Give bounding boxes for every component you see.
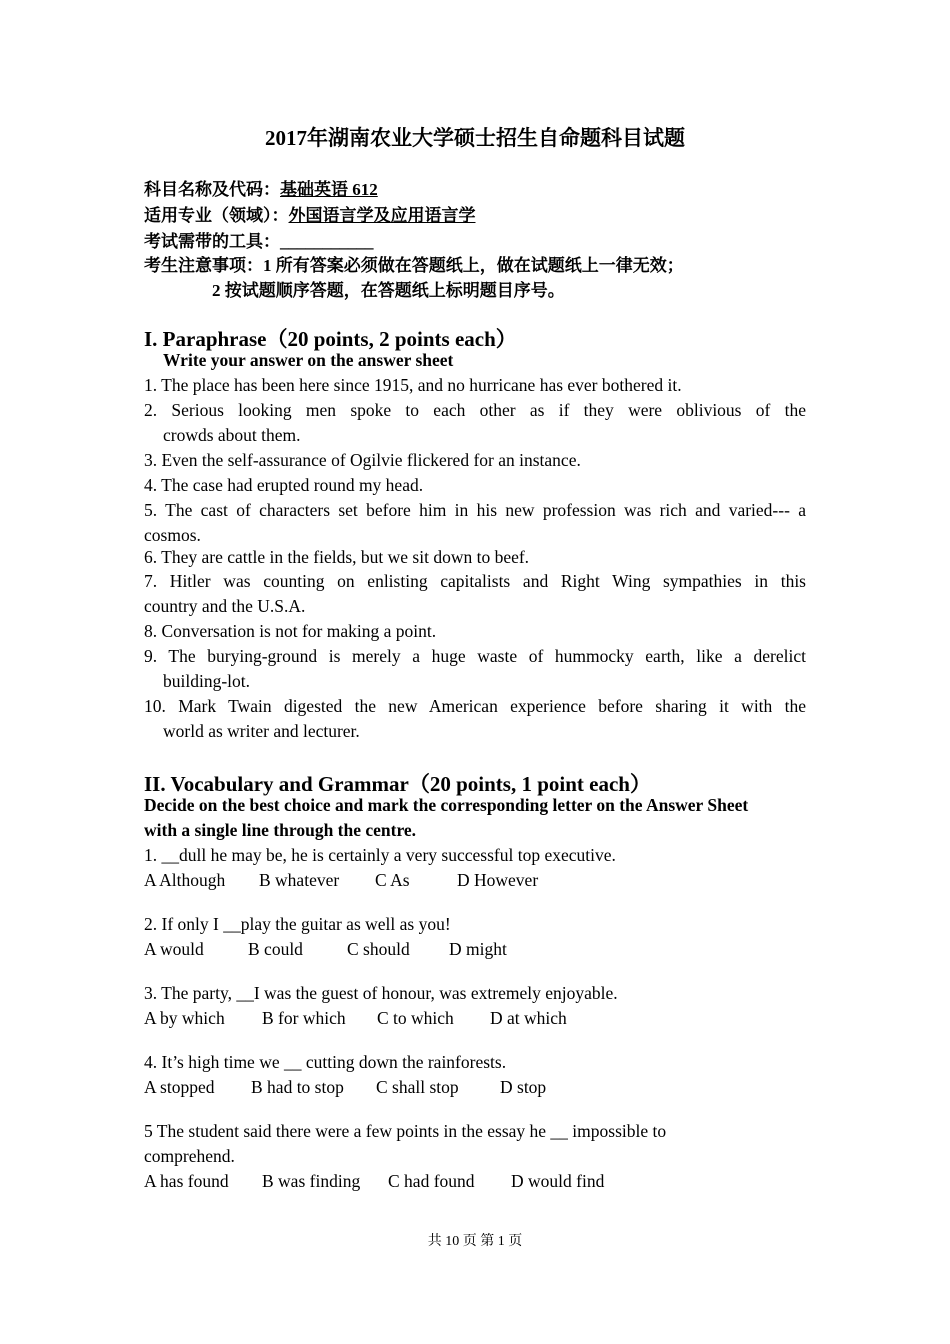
- q4-option-d: D stop: [500, 1077, 547, 1097]
- section2-instruction-2: with a single line through the centre.: [144, 820, 417, 840]
- section2-heading: II. Vocabulary and Grammar（20 points, 1 point each）: [144, 772, 651, 796]
- notes-line-1: 考生注意事项：1 所有答案必须做在答题纸上，做在试题纸上一律无效；: [144, 256, 684, 275]
- q3-option-c: C to which: [377, 1008, 454, 1028]
- paraphrase-item-3: 3. Even the self-assurance of Ogilvie flickered for an instance.: [144, 450, 581, 470]
- page-number-footer: 共 10 页 第 1 页: [427, 1234, 523, 1249]
- q2-option-d: D might: [449, 939, 507, 959]
- q5-option-d: D would find: [511, 1171, 605, 1191]
- major-label: 适用专业（领域）：: [144, 206, 289, 225]
- section1-heading: I. Paraphrase（20 points, 2 points each）: [144, 327, 517, 351]
- question-4: 4. It’s high time we __ cutting down the rainforests.: [144, 1052, 507, 1072]
- tools-row: [144, 227, 374, 252]
- q3-option-d: D at which: [490, 1008, 567, 1028]
- q4-option-b: B had to stop: [251, 1077, 344, 1097]
- question-3: 3. The party, __I was the guest of honour, was extremely enjoyable.: [144, 983, 618, 1003]
- q1-option-a: A Although: [144, 870, 226, 890]
- notes-line-2: 2 按试题顺序答题，在答题纸上标明题目序号。: [212, 281, 565, 300]
- q5-option-b: B was finding: [262, 1171, 361, 1191]
- q5-option-a: A has found: [144, 1171, 229, 1191]
- paraphrase-item-2: 2. Serious looking men spoke to each other as if they were oblivious of the: [144, 400, 806, 420]
- question-5: 5 The student said there were a few points in the essay he __ impossible to: [144, 1121, 667, 1141]
- q1-option-c: C As: [375, 870, 410, 890]
- paraphrase-item-7: 7. Hitler was counting on enlisting capitalists and Right Wing sympathies in this: [144, 571, 806, 591]
- q2-option-b: B could: [248, 939, 303, 959]
- tools-label: 考试需带的工具：: [144, 232, 280, 251]
- subject-row: [144, 175, 378, 200]
- q2-option-a: A would: [144, 939, 204, 959]
- q3-option-a: A by which: [144, 1008, 225, 1028]
- question-5-cont: comprehend.: [144, 1146, 235, 1166]
- page-title: 2017年湖南农业大学硕士招生自命题科目试题: [265, 126, 685, 150]
- q1-option-d: D However: [457, 870, 539, 890]
- q4-option-c: C shall stop: [376, 1077, 459, 1097]
- paraphrase-item-10-cont: world as writer and lecturer.: [163, 721, 360, 741]
- q5-option-c: C had found: [388, 1171, 475, 1191]
- paraphrase-item-10: 10. Mark Twain digested the new American experience before sharing it with the: [144, 696, 806, 716]
- major-row: [144, 201, 476, 226]
- paraphrase-item-1: 1. The place has been here since 1915, and no hurricane has ever bothered it.: [144, 375, 682, 395]
- tools-value: ___________: [280, 232, 374, 251]
- paraphrase-item-5: 5. The cast of characters set before him in his new profession was rich and varied--- a: [144, 500, 806, 520]
- paraphrase-item-6: 6. They are cattle in the fields, but we sit down to beef.: [144, 547, 530, 567]
- section1-instruction: Write your answer on the answer sheet: [163, 350, 454, 370]
- subject-value: 基础英语 612: [280, 180, 378, 199]
- paraphrase-item-8: 8. Conversation is not for making a point.: [144, 621, 437, 641]
- question-1: 1. __dull he may be, he is certainly a very successful top executive.: [144, 845, 616, 865]
- paraphrase-item-9: 9. The burying-ground is merely a huge waste of hummocky earth, like a derelict: [144, 646, 806, 666]
- paraphrase-item-2-cont: crowds about them.: [163, 425, 301, 445]
- paraphrase-item-9-cont: building-lot.: [163, 671, 251, 691]
- paraphrase-item-5-cont: cosmos.: [144, 525, 201, 545]
- section2-instruction-1: Decide on the best choice and mark the corresponding letter on the Answer Sheet: [144, 795, 749, 815]
- q1-option-b: B whatever: [259, 870, 340, 890]
- paraphrase-item-7-cont: country and the U.S.A.: [144, 596, 306, 616]
- question-2: 2. If only I __play the guitar as well as you!: [144, 914, 451, 934]
- q3-option-b: B for which: [262, 1008, 346, 1028]
- q2-option-c: C should: [347, 939, 410, 959]
- paraphrase-item-4: 4. The case had erupted round my head.: [144, 475, 424, 495]
- q4-option-a: A stopped: [144, 1077, 215, 1097]
- major-value: 外国语言学及应用语言学: [288, 206, 476, 225]
- subject-label: 科目名称及代码：: [144, 180, 280, 199]
